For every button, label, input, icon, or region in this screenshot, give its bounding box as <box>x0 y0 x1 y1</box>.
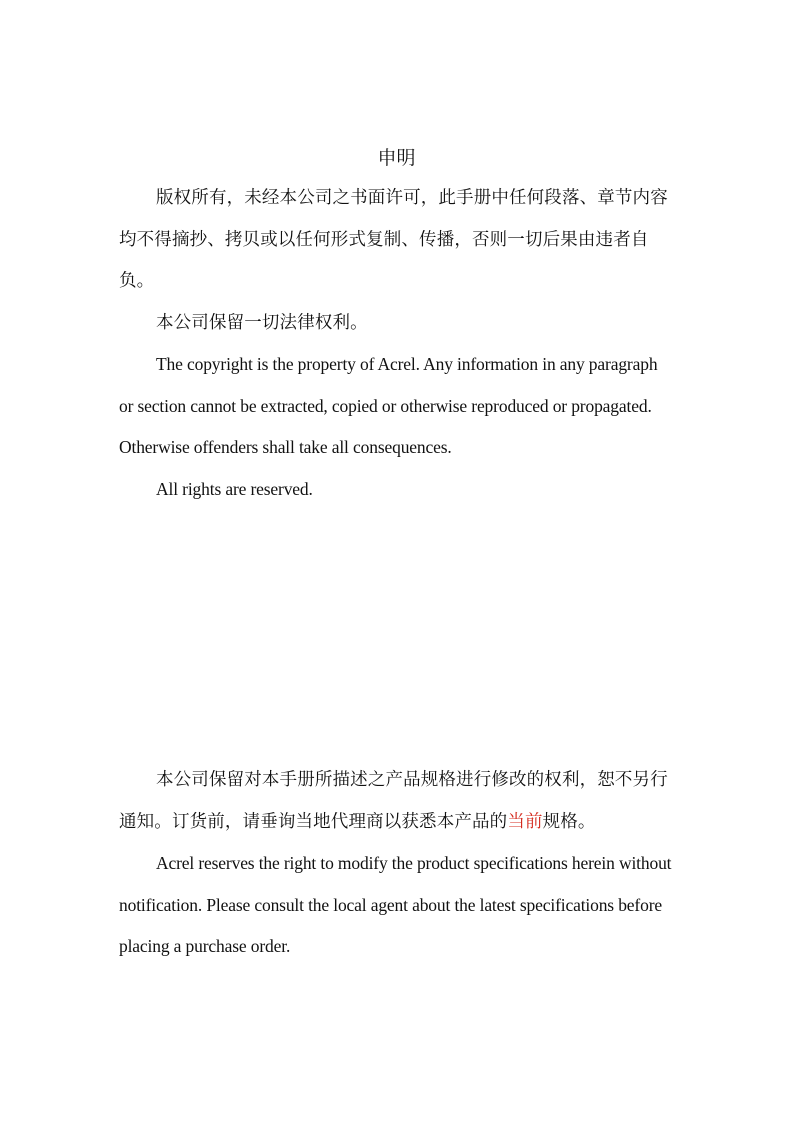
modify-cn-highlight: 当前 <box>507 811 543 832</box>
rights-cn-paragraph: 本公司保留一切法律权利。 <box>156 312 368 333</box>
rights-en-paragraph: All rights are reserved. <box>156 478 313 499</box>
modify-cn-paragraph <box>119 760 675 843</box>
modify-en-paragraph: Acrel reserves the right to modify the product specifications herein without notification. Please consult the local agent about the latest specifications before placing a purchase order. <box>119 853 672 956</box>
copyright-section <box>119 178 675 510</box>
modify-cn-text-part1: 本公司保留对本手册所描述之产品规格进行修改的权利，恕不另行通知。订货前，请垂询当地代理商以获悉本产品的 <box>119 770 668 832</box>
modify-cn-text-part2: 规格。 <box>542 811 596 832</box>
modification-section <box>119 760 675 968</box>
page-title: 申明 <box>377 147 416 169</box>
copyright-cn-paragraph: 版权所有，未经本公司之书面许可，此手册中任何段落、章节内容均不得摘抄、拷贝或以任何形式复制、传播，否则一切后果由违者自负。 <box>119 188 668 291</box>
copyright-en-paragraph: The copyright is the property of Acrel. Any information in any paragraph or section cannot be extracted, copied or otherwise reproduced or propagated. Otherwise offenders shall take all consequences. <box>119 354 658 457</box>
